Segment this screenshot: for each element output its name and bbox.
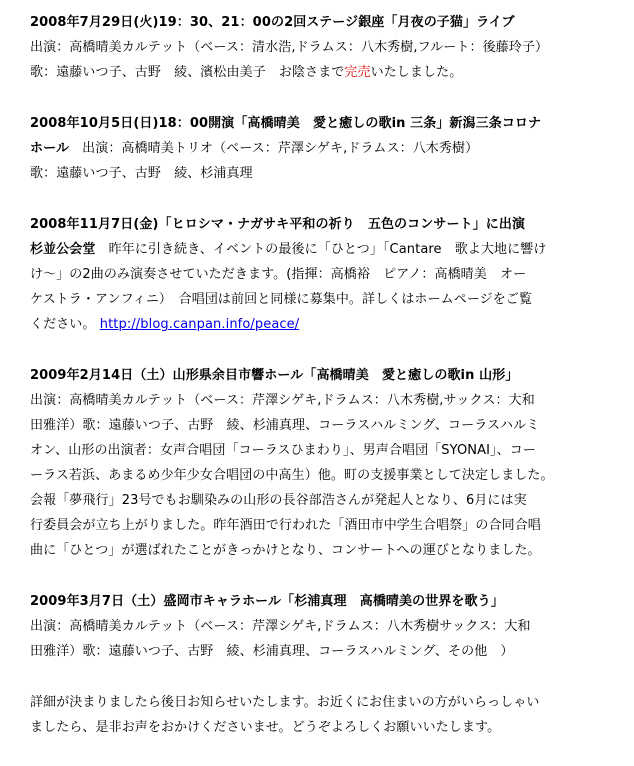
event-text: ください。	[30, 317, 96, 332]
event-line	[30, 237, 620, 262]
event-line: ケストラ・アンフィニ） 合唱団は前回と同様に募集中。詳しくはホームページをご覧	[30, 292, 533, 307]
event-block-4	[30, 363, 620, 563]
event-line: 曲に「ひとつ」が選ばれたことがきっかけとなり、コンサートへの運びとなりました。	[30, 543, 541, 558]
event-block-3	[30, 212, 620, 337]
event-line: 出演：高橋晴美カルテット（ベース：芹澤シゲキ,ドラムス：八木秀樹サックス：大和	[30, 619, 531, 634]
event-line: 歌：遠藤いつ子、古野 綾、杉浦真理	[30, 166, 253, 181]
event-announcement-page	[30, 10, 620, 766]
event-line: 出演：高橋晴美カルテット（ベース：清水浩,ドラムス：八木秀樹,フルート：後藤玲子）	[30, 40, 549, 55]
event-title: 2009年3月7日（土）盛岡市キャラホール「杉浦真理 高橋晴美の世界を歌う」	[30, 594, 504, 609]
event-line: 田雅洋）歌：遠藤いつ子、古野 綾、杉浦真理、コーラスハルミング、その他 ）	[30, 644, 514, 659]
event-line	[30, 136, 620, 161]
event-line: 田雅洋）歌：遠藤いつ子、古野 綾、杉浦真理、コーラスハルミング、コーラスハルミ	[30, 418, 540, 433]
closing-line: ましたら、是非お声をおかけくださいませ。どうぞよろしくお願いいたします。	[30, 720, 501, 735]
event-block-5	[30, 589, 620, 664]
event-line: 出演：高橋晴美カルテット（ベース：芹澤シゲキ,ドラムス：八木秀樹,サックス：大和	[30, 393, 535, 408]
closing-block	[30, 690, 620, 740]
event-line: オン、山形の出演者：女声合唱団「コーラスひまわり」、男声合唱団「SYONAI」、コー	[30, 443, 536, 458]
event-text: 歌：遠藤いつ子、古野 綾、濱松由美子 お陰さまで	[30, 65, 345, 80]
sold-out-label: 完売	[344, 65, 371, 80]
event-text: 昨年に引き続き、イベントの最後に「ひとつ」「Cantare 歌よ大地に響け	[95, 242, 547, 257]
event-text: 出演：高橋晴美トリオ（ベース：芹澤シゲキ,ドラムス：八木秀樹）	[69, 141, 479, 156]
event-line: け〜」の2曲のみ演奏させていただきます。(指揮：高橋裕 ピアノ：高橋晴美 オー	[30, 267, 527, 282]
event-line	[30, 60, 620, 85]
event-line: 行委員会が立ち上がりました。昨年酒田で行われた「酒田市中学生合唱祭」の合同合唱	[30, 518, 541, 533]
event-title: 2008年11月7日(金)「ヒロシマ・ナガサキ平和の祈り 五色のコンサート」に出演	[30, 217, 526, 232]
peace-blog-link[interactable]: http://blog.canpan.info/peace/	[99, 317, 300, 332]
event-block-2	[30, 111, 620, 186]
event-title-continued: ホール	[30, 141, 70, 156]
event-title: 2008年7月29日(火)19：30、21：00の2回ステージ銀座「月夜の子猫」ライブ	[30, 15, 515, 30]
event-block-1	[30, 10, 620, 85]
event-line: 会報「夢飛行」23号でもお馴染みの山形の長谷部浩さんが発起人となり、6月には実	[30, 493, 527, 508]
event-title: 2008年10月5日(日)18：00開演「高橋晴美 愛と癒しの歌in 三条」新潟三条コロナ	[30, 116, 542, 131]
event-line	[30, 312, 620, 337]
event-text: いたしました。	[370, 65, 463, 80]
closing-line: 詳細が決まりましたら後日お知らせいたします。お近くにお住まいの方がいらっしゃい	[30, 695, 540, 710]
event-line: ーラス若浜、あまるめ少年少女合唱団の中高生）他。町の支援事業として決定しました。	[30, 468, 554, 483]
event-title: 2009年2月14日（土）山形県余目市響ホール「高橋晴美 愛と癒しの歌in 山形」	[30, 368, 519, 383]
event-title-continued: 杉並公会堂	[30, 242, 96, 257]
